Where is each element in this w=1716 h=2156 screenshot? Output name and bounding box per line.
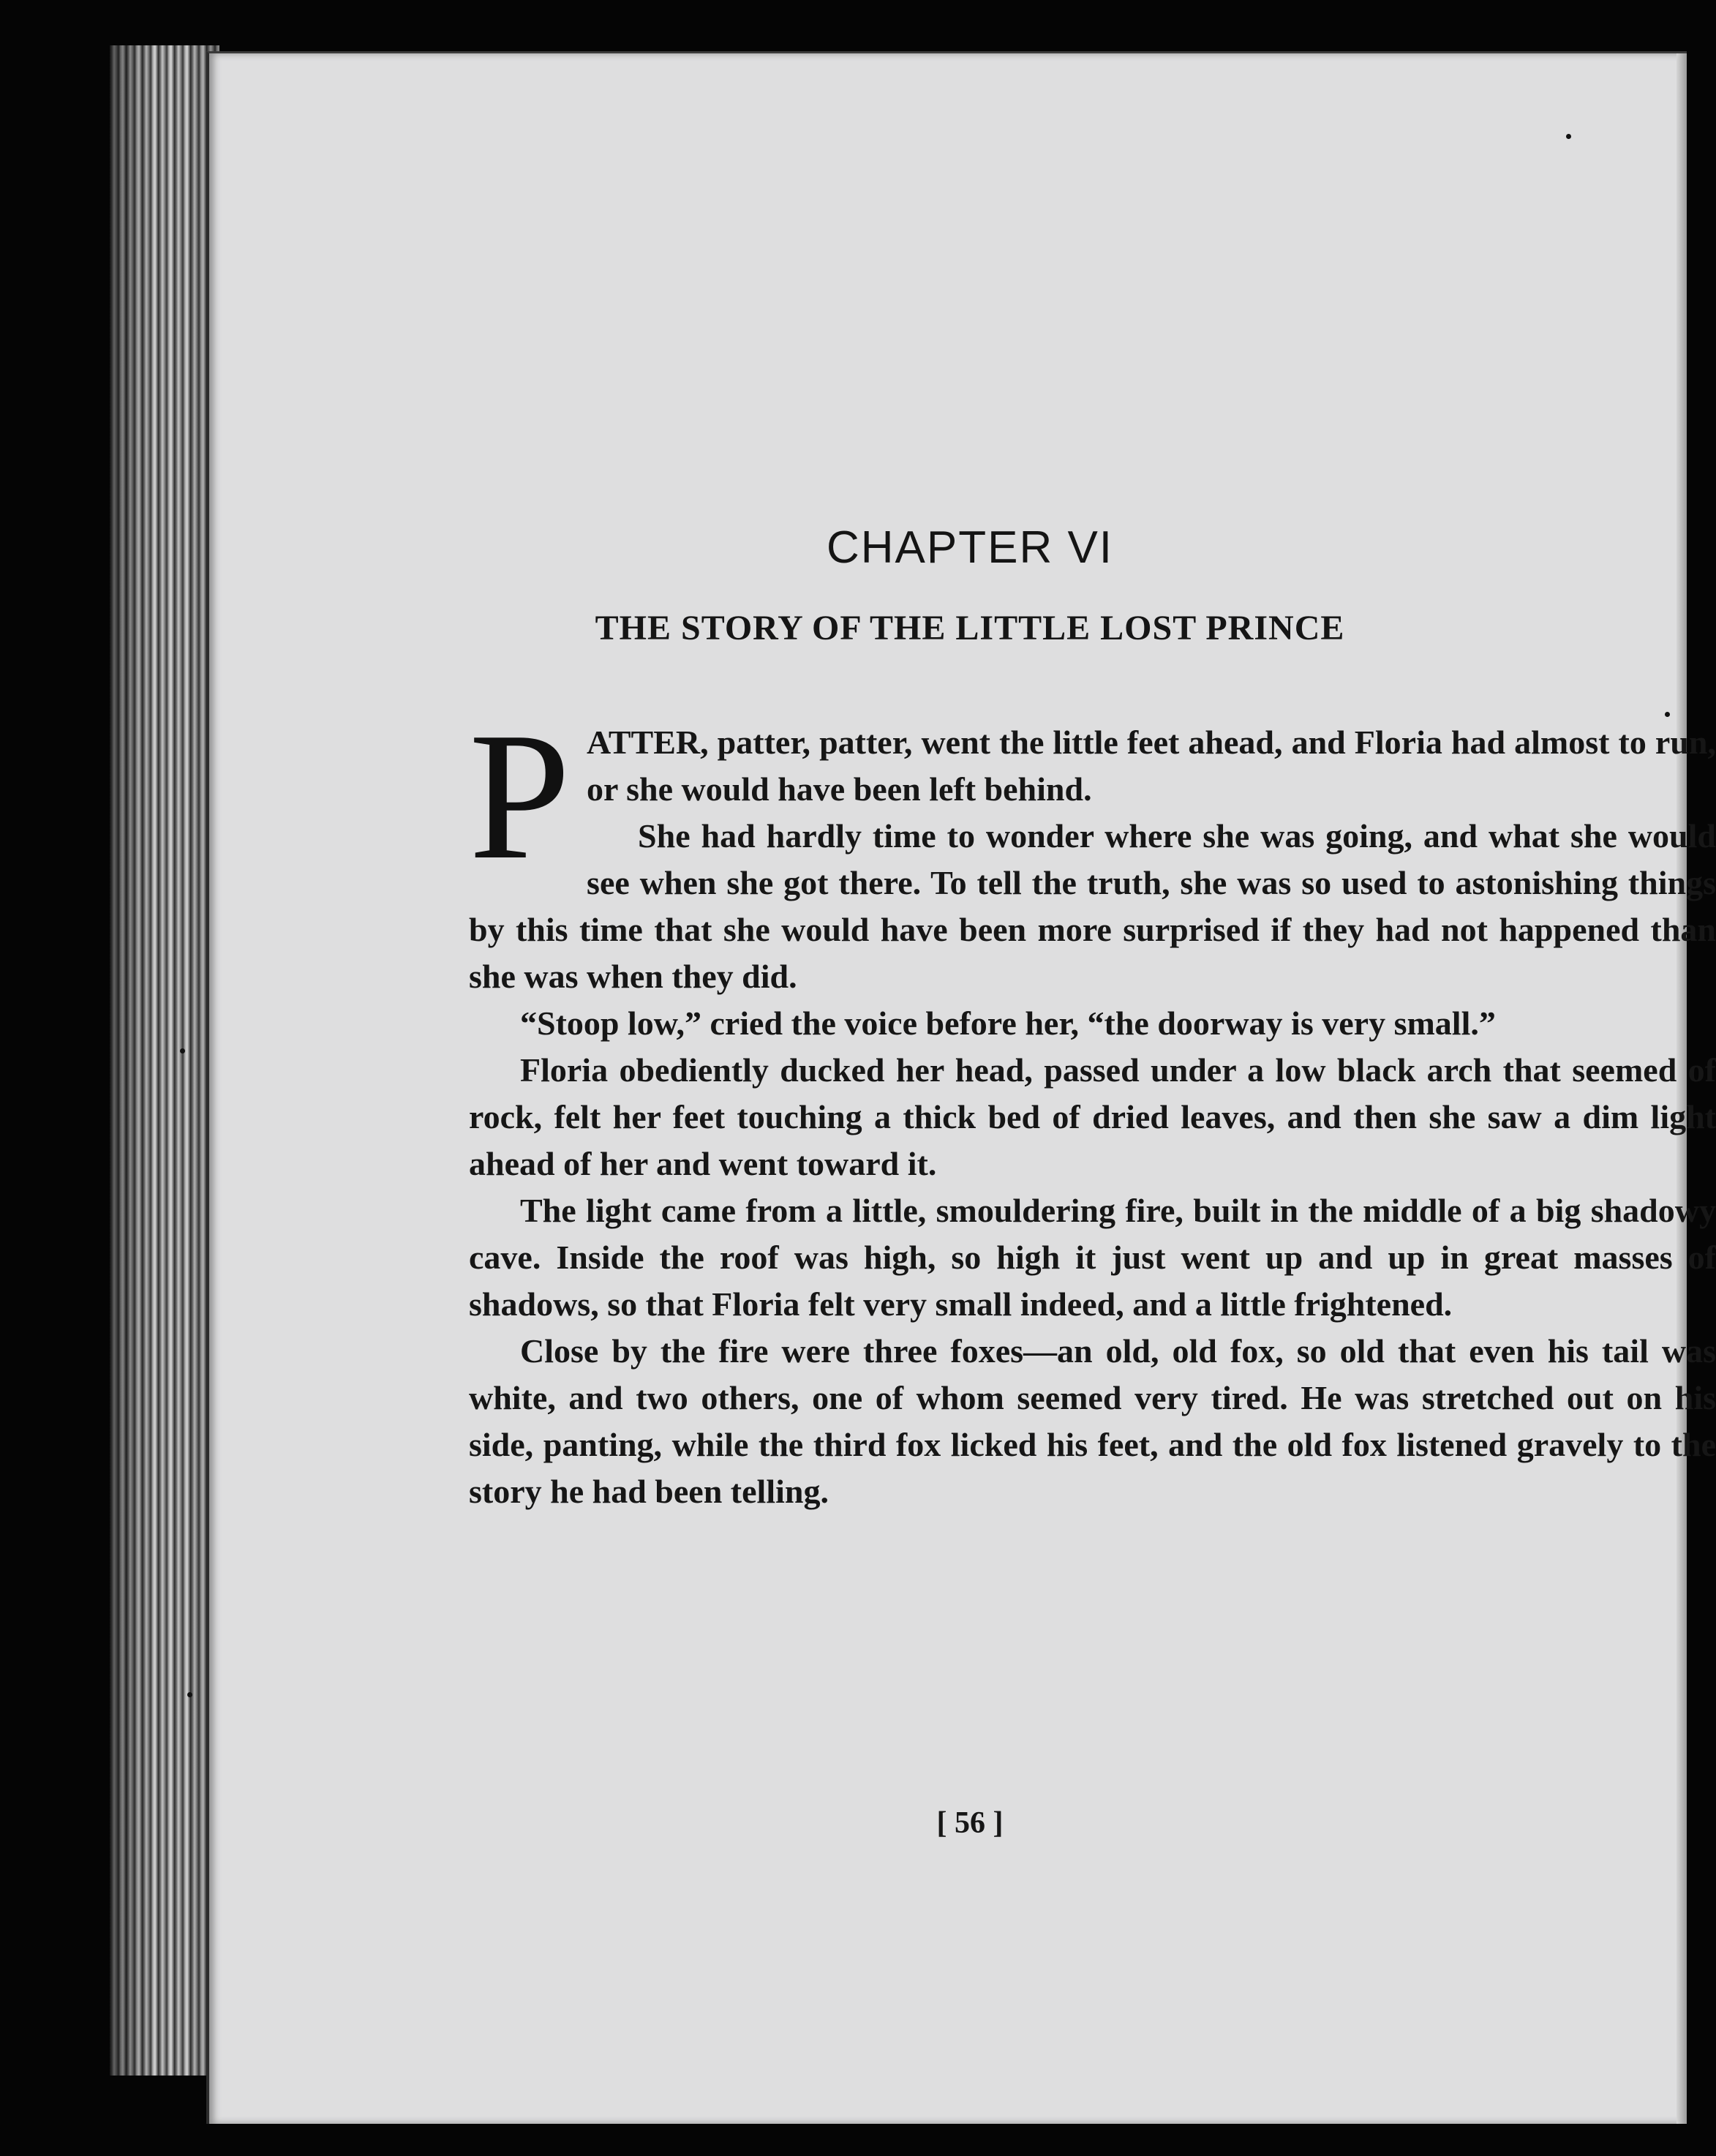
- chapter-title: THE STORY OF THE LITTLE LOST PRINCE: [595, 609, 1345, 647]
- paragraph-text: ATTER, patter, patter, went the little feet ahead, and Floria had almost to run, or she would have been left behind.: [587, 724, 1716, 808]
- paragraph: Floria obediently ducked her head, passed under a low black arch that seemed of rock, felt her feet touching a thick bed of dried leaves, and then she saw a dim light ahead of her and went toward it.: [469, 1051, 1716, 1182]
- paragraph: “Stoop low,” cried the voice before her, “the doorway is very small.”: [520, 1004, 1496, 1042]
- chapter-body: [469, 695, 1716, 1515]
- speck-mark: [1665, 712, 1670, 717]
- book-page: [206, 51, 1716, 2124]
- paragraph: She had hardly time to wonder where she was going, and what she would see when she got there. To tell the truth, she was so used to astonishing things by this time that she would have been more surprised if they had not happened than she was when they did.: [469, 817, 1716, 995]
- speck-mark: [187, 1692, 192, 1697]
- paragraph: The light came from a little, smouldering fire, built in the middle of a big shadowy cave. Inside the roof was high, so high it just went up and up in great masses of shadows, so that Floria felt very small indeed, and a little frightened.: [469, 1192, 1716, 1323]
- book-edge-shadow: [110, 45, 219, 2076]
- drop-cap: P: [469, 695, 571, 898]
- speck-mark: [1566, 134, 1571, 139]
- chapter-number-heading: CHAPTER VI: [826, 522, 1114, 573]
- paragraph: Close by the fire were three foxes—an old, old fox, so old that even his tail was white, and two others, one of whom seemed very tired. He was stretched out on his side, panting, while the third fox licked his feet, and the old fox listened gravely to the story he had been telling.: [469, 1332, 1716, 1510]
- speck-mark: [180, 1048, 185, 1053]
- page-number: [ 56 ]: [936, 1806, 1004, 1840]
- paragraph: [469, 695, 1716, 898]
